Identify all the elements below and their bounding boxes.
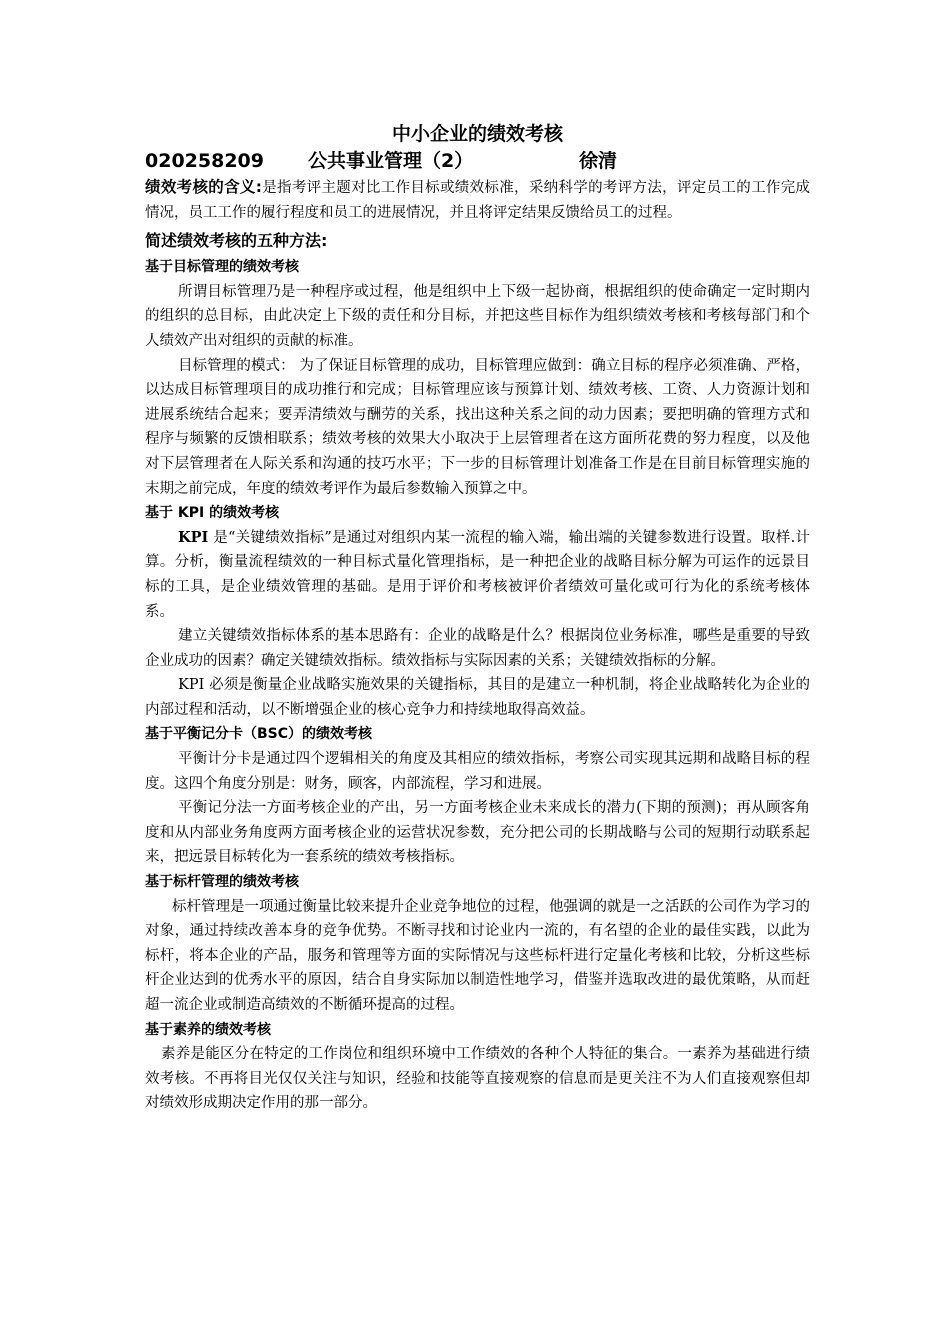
- author-name: 徐清: [579, 150, 618, 172]
- definition-paragraph: [145, 175, 810, 225]
- paragraph: 目标管理的模式： 为了保证目标管理的成功，目标管理应做到：确立目标的程序必须准确、严格，以达成目标管理项目的成功推行和完成；目标管理应该与预算计划、绩效考核、工资、人力资源计划和进展系统结合起来；要弄清绩效与酬劳的关系，找出这种关系之间的动力因素；要把明确的管理方式和程序与频繁的反馈相联系；绩效考核的效果大小取决于上层管理者在这方面所花费的努力程度，以及他对下层管理者在人际关系和沟通的技巧水平；下一步的目标管理计划准备工作是在目前目标管理实施的末期之前完成，年度的绩效考评作为最后参数输入预算之中。: [145, 357, 810, 497]
- paragraph: 标杆管理是一项通过衡量比较来提升企业竞争地位的过程，他强调的就是一之活跃的公司作为学习的对象，通过持续改善本身的竞争优势。不断寻找和讨论业内一流的，有名望的企业的最佳实践，以此为标杆，将本企业的产品，服务和管理等方面的实际情况与这些标杆进行定量化考核和比较，分析这些标杆企业达到的优秀水平的原因，结合自身实际加以制造性地学习，借鉴并选取改进的最优策略，从而赶超一流企业或制造高绩效的不断循环提高的过程。: [145, 898, 810, 1013]
- paragraph: 平衡计分卡是通过四个逻辑相关的角度及其相应的绩效指标，考察公司实现其远期和战略目标的程度。这四个角度分别是：财务，顾客，内部流程，学习和进展。: [145, 751, 810, 792]
- definition-text: 是指考评主题对比工作目标或绩效标准，采纳科学的考评方法，评定员工的工作完成情况，员工工作的履行程度和员工的进展情况，并且将评定结果反馈给员工的过程。: [145, 180, 811, 221]
- author-info-row: [145, 147, 810, 175]
- class-name: 公共事业管理（2）: [308, 150, 474, 172]
- methods-heading: 简述绩效考核的五种方法:: [145, 231, 328, 251]
- section-heading-competency: 基于素养的绩效考核: [145, 1021, 271, 1038]
- section-heading-kpi: 基于 KPI 的绩效考核: [145, 505, 280, 522]
- section-heading-bsc: 基于平衡记分卡（BSC）的绩效考核: [145, 726, 373, 743]
- paragraph: KPI 必须是衡量企业战略实施效果的关键指标，其目的是建立一种机制，将企业战略转化为企业的内部过程和活动，以不断增强企业的核心竞争力和持续地取得高效益。: [145, 677, 810, 718]
- document-body: [145, 121, 810, 1116]
- paragraph: 建立关键绩效指标体系的基本思路有：企业的战略是什么？根据岗位业务标准，哪些是重要的导致企业成功的因素？确定关键绩效指标。绩效指标与实际因素的关系；关键绩效指标的分解。: [145, 628, 810, 669]
- definition-term: 绩效考核的含义:: [145, 178, 262, 196]
- kpi-lead: KPI: [178, 528, 209, 546]
- document-title: 中小企业的绩效考核: [391, 123, 563, 145]
- section-heading-benchmark: 基于标杆管理的绩效考核: [145, 874, 299, 891]
- student-id: 020258209: [145, 150, 264, 172]
- paragraph: 素养是能区分在特定的工作岗位和组织环境中工作绩效的各种个人特征的集合。一素养为基础进行绩效考核。不再将目光仅仅关注与知识，经验和技能等直接观察的信息而是更关注不为人们直接观察但却对绩效形成期决定作用的那一部分。: [145, 1046, 810, 1112]
- kpi-rest: 是“关键绩效指标”是通过对组织内某一流程的输入端，输出端的关键参数进行设置。取样.计算。分析，衡量流程绩效的一种目标式量化管理指标，是一种把企业的战略目标分解为可运作的远景目标的工具，是企业绩效管理的基础。是用于评价和考核被评价者绩效可量化或可行为化的系统考核体系。: [145, 529, 810, 620]
- paragraph: 平衡记分法一方面考核企业的产出，另一方面考核企业未来成长的潜力(下期的预测)；再从顾客角度和从内部业务角度两方面考核企业的运营状况参数，充分把公司的长期战略与公司的短期行动联系起来，把远景目标转化为一套系统的绩效考核指标。: [145, 800, 810, 866]
- paragraph-kpi-intro: [145, 526, 810, 624]
- section-heading-mbo: 基于目标管理的绩效考核: [145, 259, 299, 276]
- paragraph: 所谓目标管理乃是一种程序或过程，他是组织中上下级一起协商，根据组织的使命确定一定时期内的组织的总目标，由此决定上下级的责任和分目标，并把这些目标作为组织绩效考核和考核每部门和个人绩效产出对组织的贡献的标准。: [145, 283, 810, 349]
